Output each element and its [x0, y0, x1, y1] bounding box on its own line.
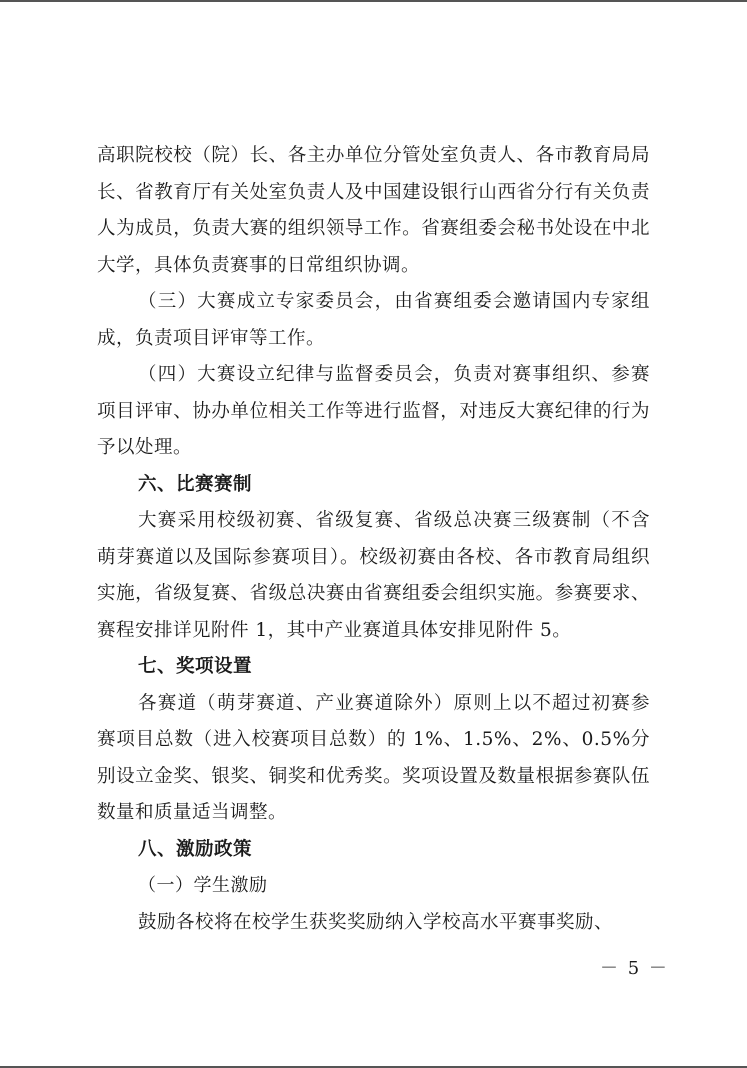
heading-competition-format: 六、比赛赛制: [138, 473, 253, 495]
page-number: － 5 －: [600, 958, 669, 979]
paragraph-awards: 各赛道（萌芽赛道、产业赛道除外）原则上以不超过初赛参赛项目总数（进入校赛项目总数）的 1%、1.5%、2%、0.5%分别设立金奖、银奖、铜奖和优秀奖。奖项设置及数量根据参赛队伍数量和质量适当调整。: [97, 692, 650, 823]
heading-awards: 七、奖项设置: [138, 656, 253, 677]
paragraph-expert-committee: （三）大赛成立专家委员会，由省赛组委会邀请国内专家组成，负责项目评审等工作。: [97, 291, 650, 349]
paragraph-student-incentive: 鼓励各校将在校学生获奖奖励纳入学校高水平赛事奖励、: [138, 911, 614, 933]
top-border-line: [0, 0, 747, 2]
heading-incentive-policy: 八、激励政策: [138, 838, 253, 860]
paragraph-competition-format: 大赛采用校级初赛、省级复赛、省级总决赛三级赛制（不含萌芽赛道以及国际参赛项目）。校级初赛由各校、各市教育局组织实施，省级复赛、省级总决赛由省赛组委会组织实施。参赛要求、赛程安排详见附件 1，其中产业赛道具体安排见附件 5。: [97, 510, 650, 641]
paragraph-organizing-committee-members: 高职院校校（院）长、各主办单位分管处室负责人、各市教育局局长、省教育厅有关处室负责人及中国建设银行山西省分行有关负责人为成员，负责大赛的组织领导工作。省赛组委会秘书处设在中北大学，具体负责赛事的日常组织协调。: [97, 145, 650, 276]
document-page-body: [97, 138, 650, 941]
subheading-student-incentive: （一）学生激励: [138, 875, 268, 896]
paragraph-discipline-committee: （四）大赛设立纪律与监督委员会，负责对赛事组织、参赛项目评审、协办单位相关工作等进行监督，对违反大赛纪律的行为予以处理。: [97, 364, 650, 458]
